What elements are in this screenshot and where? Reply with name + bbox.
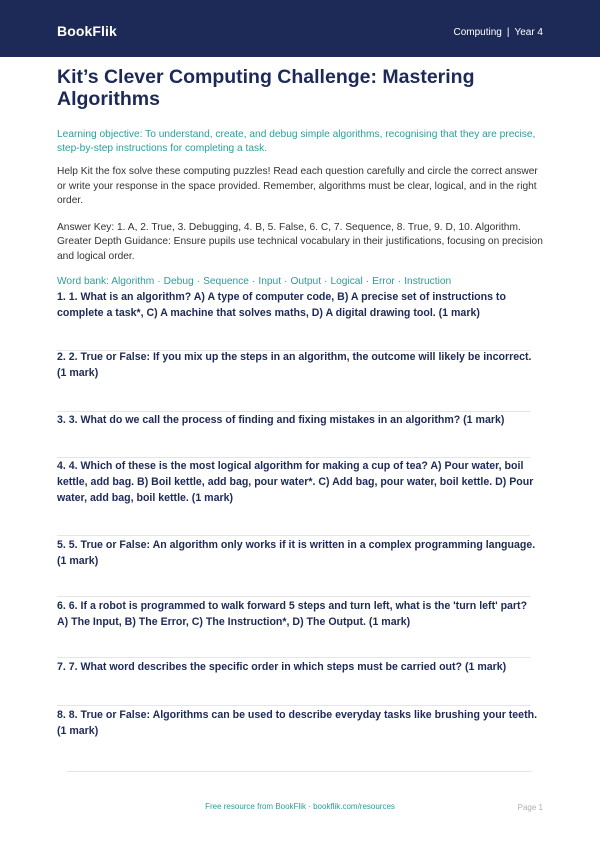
answer-line <box>57 596 530 597</box>
word-bank-label: Word bank: <box>57 276 109 287</box>
question-1: 1. 1. What is an algorithm? A) A type of computer code, B) A precise set of instructions to complete a task*, C) A machine that solves maths, D) A digital drawing tool. (1 mark) <box>57 291 506 319</box>
worksheet-intro <box>57 66 543 289</box>
header-bar <box>0 0 600 57</box>
header-meta <box>453 27 543 38</box>
question-4: 4. 4. Which of these is the most logical algorithm for making a cup of tea? A) Pour water, boil kettle, add bag. B) Boil kettle, add bag, pour water*. C) Add bag, pour water, boil kettle. D) Pour water, add bag, boil kettle. (1 mark) <box>57 460 534 504</box>
brand-logo-text: BookFlik <box>57 23 117 39</box>
word-bank-word: Debug <box>163 276 194 287</box>
answer-line <box>57 535 530 536</box>
word-bank-word: Output <box>290 276 322 287</box>
question-6: 6. 6. If a robot is programmed to walk forward 5 steps and turn left, what is the 'turn left' part? A) The Input, B) The Error, C) The Instruction*, D) The Output. (1 mark) <box>57 600 528 628</box>
word-bank-word: Input <box>258 276 282 287</box>
word-bank-word: Error <box>372 276 395 287</box>
footer-text: Free resource from BookFlik · bookflik.com/resources <box>205 802 395 811</box>
answer-key-text: Answer Key: 1. A, 2. True, 3. Debugging, 4. B, 5. False, 6. C, 7. Sequence, 8. True, 9. D, 10. Algorithm. Greater Depth Guidance: Ensure pupils use technical vocabulary in their justifications, focusing on precision and logical order. <box>57 221 543 262</box>
subject-label: Computing <box>453 27 502 38</box>
question-7: 7. 7. What word describes the specific order in which steps must be carried out? (1 mark) <box>57 661 507 673</box>
question-5: 5. 5. True or False: An algorithm only works if it is written in a complex programming language. (1 mark) <box>57 539 536 567</box>
answer-line <box>57 657 530 658</box>
word-bank-word: Sequence <box>203 276 249 287</box>
year-label: Year 4 <box>514 27 543 38</box>
word-bank-word: Logical <box>330 276 363 287</box>
instructions-text: Help Kit the fox solve these computing puzzles! Read each question carefully and circle the correct answer or write your response in the space provided. Remember, algorithms must be clear, logical, and in the right order. <box>57 166 538 206</box>
question-3: 3. 3. What do we call the process of finding and fixing mistakes in an algorithm? (1 mark) <box>57 414 505 426</box>
learning-objective: Learning objective: To understand, create, and debug simple algorithms, recognising that they are precise, step-by-step instructions for completing a task. <box>57 129 536 154</box>
word-bank: Word bank: Algorithm · Debug · Sequence · Input · Output · Logical · Error · Instruction <box>57 276 452 287</box>
header-separator: | <box>506 27 510 38</box>
answer-line <box>67 771 532 772</box>
answer-line <box>57 705 530 706</box>
page-number: Page 1 <box>517 803 543 812</box>
word-bank-word: Algorithm <box>111 276 155 287</box>
word-bank-word: Instruction <box>404 276 452 287</box>
question-2: 2. 2. True or False: If you mix up the steps in an algorithm, the outcome will likely be incorrect. (1 mark) <box>57 351 532 379</box>
question-8: 8. 8. True or False: Algorithms can be used to describe everyday tasks like brushing your teeth. (1 mark) <box>57 709 538 737</box>
page-title: Kit’s Clever Computing Challenge: Mastering Algorithms <box>57 66 475 110</box>
